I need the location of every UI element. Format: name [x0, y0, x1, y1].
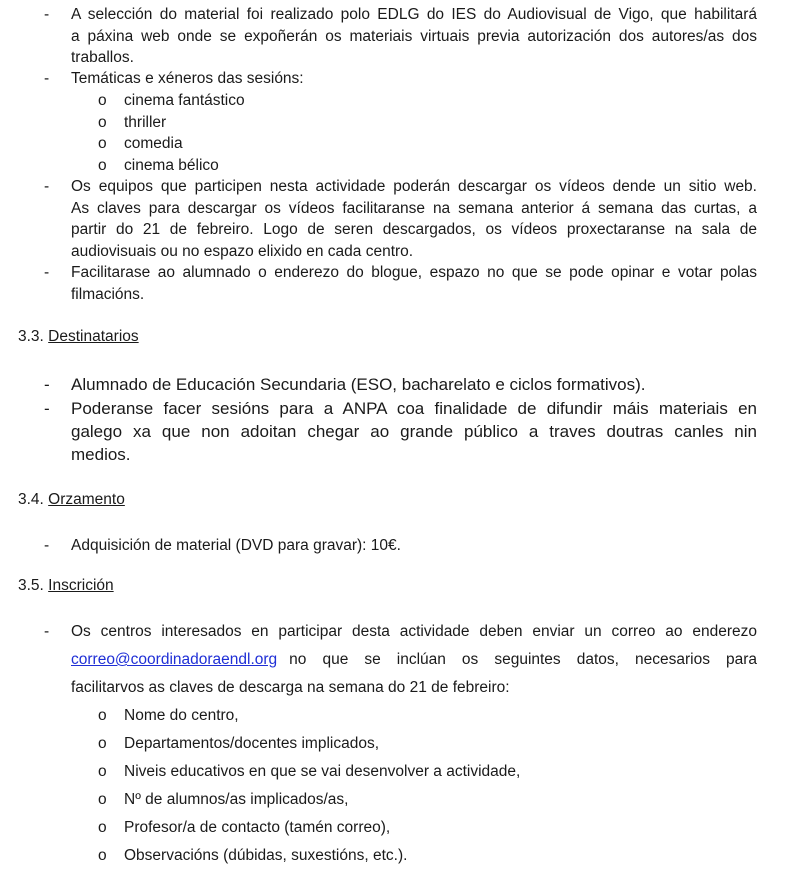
paragraph-line: audiovisuais ou no espazo elixido en cada centro.	[71, 243, 414, 260]
section-heading	[18, 577, 114, 595]
section-number: 3.5.	[18, 577, 44, 594]
genre-item: cinema fantástico	[124, 92, 245, 109]
circle-bullet-marker: o	[98, 114, 107, 131]
paragraph-line: As claves para descargar os vídeos facilitaranse na semana anterior á semana das curtas, a	[71, 200, 757, 217]
circle-bullet-marker: o	[98, 819, 107, 836]
paragraph-line: Alumnado de Educación Secundaria (ESO, bacharelato e ciclos formativos).	[71, 375, 646, 394]
required-data-item: Observacións (dúbidas, suxestións, etc.).	[124, 847, 408, 864]
dash-bullet-marker: -	[44, 375, 50, 394]
circle-bullet-marker: o	[98, 735, 107, 752]
dash-bullet-marker: -	[44, 264, 50, 281]
genre-item: thriller	[124, 114, 167, 131]
dash-bullet-marker: -	[44, 399, 50, 418]
required-data-item: Profesor/a de contacto (tamén correo),	[124, 819, 391, 836]
paragraph-line: A selección do material foi realizado polo EDLG do IES do Audiovisual de Vigo, que habilitará	[71, 6, 757, 23]
required-data-item: Departamentos/docentes implicados,	[124, 735, 380, 752]
circle-bullet-marker: o	[98, 92, 107, 109]
required-data-item: Nº de alumnos/as implicados/as,	[124, 791, 349, 808]
section-number: 3.3.	[18, 328, 44, 345]
paragraph-line: Facilitarase ao alumnado o enderezo do blogue, espazo no que se pode opinar e votar polas	[71, 264, 757, 281]
circle-bullet-marker: o	[98, 157, 107, 174]
section-heading	[18, 491, 125, 509]
required-data-item: Nome do centro,	[124, 707, 239, 724]
dash-bullet-marker: -	[44, 537, 50, 554]
paragraph-line: galego xa que non adoitan chegar ao grande público a traves doutras canles nin	[71, 422, 757, 441]
paragraph-line: medios.	[71, 445, 131, 464]
paragraph-line: a páxina web onde se expoñerán os materiais virtuais previa autorización dos autores/as dos	[71, 28, 757, 45]
paragraph-line: Poderanse facer sesións para a ANPA coa finalidade de difundir máis materiais en	[71, 399, 757, 418]
email-link[interactable]: correo@coordinadoraendl.org	[71, 651, 278, 668]
dash-bullet-marker: -	[44, 70, 50, 87]
paragraph-line: traballos.	[71, 49, 134, 66]
genre-item: comedia	[124, 135, 183, 152]
circle-bullet-marker: o	[98, 791, 107, 808]
section-number: 3.4.	[18, 491, 44, 508]
section-heading	[18, 328, 139, 346]
paragraph-line-with-link	[71, 649, 757, 670]
required-data-item: Niveis educativos en que se vai desenvolver a actividade,	[124, 763, 521, 780]
paragraph-line: Adquisición de material (DVD para gravar): 10€.	[71, 537, 401, 554]
paragraph-line: filmacións.	[71, 286, 145, 303]
section-title: Inscrición	[48, 577, 114, 594]
section-title: Orzamento	[48, 491, 125, 508]
dash-bullet-marker: -	[44, 6, 50, 23]
paragraph-line: facilitarvos as claves de descarga na semana do 21 de febreiro:	[71, 679, 510, 696]
paragraph-line: Os equipos que participen nesta actividade poderán descargar os vídeos dende un sitio web.	[71, 178, 757, 195]
paragraph-line: Os centros interesados en participar desta actividade deben enviar un correo ao enderezo	[71, 623, 757, 640]
section-title: Destinatarios	[48, 328, 139, 345]
dash-bullet-marker: -	[44, 178, 50, 195]
genre-item: cinema bélico	[124, 157, 219, 174]
circle-bullet-marker: o	[98, 763, 107, 780]
circle-bullet-marker: o	[98, 707, 107, 724]
dash-bullet-marker: -	[44, 623, 50, 640]
paragraph-line: Temáticas e xéneros das sesións:	[71, 70, 304, 87]
circle-bullet-marker: o	[98, 847, 107, 864]
paragraph-line: partir do 21 de febreiro. Logo de seren descargados, os vídeos proxectaranse na sala de	[71, 221, 757, 238]
paragraph-line-rest: no que se inclúan os seguintes datos, necesarios para	[289, 651, 757, 668]
circle-bullet-marker: o	[98, 135, 107, 152]
